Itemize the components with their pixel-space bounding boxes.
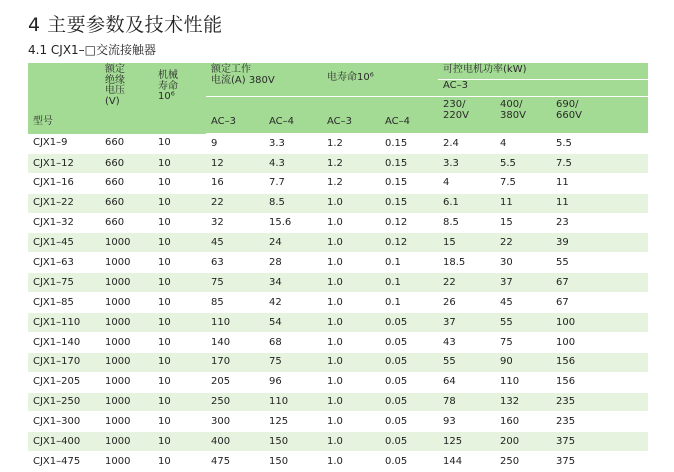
table-row: [28, 233, 648, 253]
cell-mechanical-life: 10: [153, 134, 206, 154]
cell-current-ac3: 32: [206, 213, 264, 233]
cell-insulation-voltage: 1000: [100, 293, 153, 313]
cell-mechanical-life: 10: [153, 412, 206, 432]
cell-life-ac3: 1.0: [322, 193, 380, 213]
cell-current-ac3: 110: [206, 313, 264, 333]
cell-power-230v: 6.1: [438, 193, 495, 213]
cell-life-ac4: 0.15: [380, 193, 438, 213]
cell-life-ac3: 1.0: [322, 432, 380, 452]
cell-power-230v: 8.5: [438, 213, 495, 233]
header-life-ac4: AC–4: [380, 97, 438, 134]
cell-current-ac3: 12: [206, 153, 264, 173]
cell-current-ac3: 85: [206, 293, 264, 313]
cell-power-690v: 375: [551, 452, 648, 472]
cell-power-400v: 30: [495, 253, 551, 273]
cell-model: CJX1–250: [28, 392, 100, 412]
cell-power-690v: 156: [551, 352, 648, 372]
cell-mechanical-life: 10: [153, 352, 206, 372]
cell-power-690v: 100: [551, 332, 648, 352]
cell-model: CJX1–32: [28, 213, 100, 233]
cell-mechanical-life: 10: [153, 432, 206, 452]
cell-life-ac4: 0.05: [380, 412, 438, 432]
table-row: [28, 153, 648, 173]
header-motor-power: 可控电机功率(kW): [438, 63, 648, 80]
cell-current-ac3: 205: [206, 372, 264, 392]
header-power-400v: 400/ 380V: [495, 97, 551, 134]
cell-life-ac3: 1.0: [322, 313, 380, 333]
cell-mechanical-life: 10: [153, 392, 206, 412]
cell-model: CJX1–400: [28, 432, 100, 452]
cell-life-ac3: 1.0: [322, 452, 380, 472]
cell-power-400v: 11: [495, 193, 551, 213]
cell-life-ac3: 1.0: [322, 412, 380, 432]
table-row: [28, 173, 648, 193]
cell-insulation-voltage: 1000: [100, 233, 153, 253]
cell-power-690v: 67: [551, 273, 648, 293]
table-header: [28, 63, 648, 134]
cell-power-400v: 250: [495, 452, 551, 472]
header-rated-current: 额定工作 电流(A) 380V: [206, 63, 322, 97]
cell-power-690v: 156: [551, 372, 648, 392]
cell-insulation-voltage: 660: [100, 153, 153, 173]
header-mechanical-life: 机械 寿命 10⁶: [153, 63, 206, 134]
cell-power-690v: 11: [551, 193, 648, 213]
header-power-690v: 690/ 660V: [551, 97, 648, 134]
cell-model: CJX1–85: [28, 293, 100, 313]
cell-power-230v: 93: [438, 412, 495, 432]
table-row: [28, 213, 648, 233]
spec-table: [28, 63, 648, 472]
cell-life-ac4: 0.05: [380, 372, 438, 392]
cell-current-ac4: 75: [264, 352, 322, 372]
cell-current-ac4: 42: [264, 293, 322, 313]
header-life-ac3: AC–3: [322, 97, 380, 134]
cell-life-ac3: 1.0: [322, 352, 380, 372]
cell-current-ac3: 63: [206, 253, 264, 273]
header-power-230v: 230/ 220V: [438, 97, 495, 134]
cell-power-400v: 160: [495, 412, 551, 432]
cell-power-400v: 110: [495, 372, 551, 392]
cell-current-ac4: 150: [264, 452, 322, 472]
cell-current-ac4: 150: [264, 432, 322, 452]
header-power-ac3: AC–3: [438, 80, 648, 97]
cell-model: CJX1–75: [28, 273, 100, 293]
cell-power-690v: 23: [551, 213, 648, 233]
cell-model: CJX1–475: [28, 452, 100, 472]
cell-life-ac3: 1.0: [322, 372, 380, 392]
cell-model: CJX1–45: [28, 233, 100, 253]
cell-insulation-voltage: 1000: [100, 392, 153, 412]
cell-power-230v: 26: [438, 293, 495, 313]
cell-power-230v: 125: [438, 432, 495, 452]
table-row: [28, 134, 648, 154]
cell-current-ac4: 96: [264, 372, 322, 392]
cell-current-ac3: 400: [206, 432, 264, 452]
cell-power-230v: 4: [438, 173, 495, 193]
cell-mechanical-life: 10: [153, 233, 206, 253]
header-model: 型号: [28, 63, 100, 134]
cell-current-ac3: 140: [206, 332, 264, 352]
cell-power-230v: 55: [438, 352, 495, 372]
cell-insulation-voltage: 1000: [100, 432, 153, 452]
table-row: [28, 352, 648, 372]
table-row: [28, 313, 648, 333]
cell-model: CJX1–110: [28, 313, 100, 333]
cell-model: CJX1–300: [28, 412, 100, 432]
table-row: [28, 392, 648, 412]
cell-current-ac4: 54: [264, 313, 322, 333]
header-electric-life: 电寿命10⁶: [322, 63, 438, 97]
cell-power-400v: 200: [495, 432, 551, 452]
cell-model: CJX1–140: [28, 332, 100, 352]
cell-mechanical-life: 10: [153, 332, 206, 352]
cell-life-ac4: 0.15: [380, 173, 438, 193]
cell-insulation-voltage: 1000: [100, 313, 153, 333]
cell-current-ac4: 8.5: [264, 193, 322, 213]
cell-insulation-voltage: 1000: [100, 332, 153, 352]
cell-current-ac3: 9: [206, 134, 264, 154]
cell-mechanical-life: 10: [153, 173, 206, 193]
cell-power-400v: 55: [495, 313, 551, 333]
cell-mechanical-life: 10: [153, 253, 206, 273]
cell-life-ac4: 0.1: [380, 253, 438, 273]
cell-current-ac3: 170: [206, 352, 264, 372]
table-row: [28, 193, 648, 213]
cell-life-ac4: 0.12: [380, 233, 438, 253]
cell-power-400v: 15: [495, 213, 551, 233]
cell-power-230v: 15: [438, 233, 495, 253]
cell-insulation-voltage: 1000: [100, 273, 153, 293]
cell-mechanical-life: 10: [153, 273, 206, 293]
cell-life-ac4: 0.1: [380, 293, 438, 313]
subsection-heading: 4.1 CJX1–□交流接触器: [28, 43, 157, 57]
cell-current-ac3: 16: [206, 173, 264, 193]
cell-current-ac4: 7.7: [264, 173, 322, 193]
cell-mechanical-life: 10: [153, 193, 206, 213]
cell-power-230v: 37: [438, 313, 495, 333]
cell-power-230v: 3.3: [438, 153, 495, 173]
cell-insulation-voltage: 1000: [100, 253, 153, 273]
cell-current-ac4: 4.3: [264, 153, 322, 173]
cell-model: CJX1–12: [28, 153, 100, 173]
cell-current-ac4: 15.6: [264, 213, 322, 233]
cell-power-230v: 64: [438, 372, 495, 392]
cell-mechanical-life: 10: [153, 153, 206, 173]
cell-life-ac4: 0.15: [380, 134, 438, 154]
cell-power-690v: 235: [551, 412, 648, 432]
cell-life-ac3: 1.0: [322, 332, 380, 352]
cell-current-ac3: 22: [206, 193, 264, 213]
cell-model: CJX1–9: [28, 134, 100, 154]
cell-power-400v: 22: [495, 233, 551, 253]
cell-power-690v: 39: [551, 233, 648, 253]
cell-life-ac3: 1.0: [322, 253, 380, 273]
table-body: [28, 134, 648, 472]
cell-power-400v: 132: [495, 392, 551, 412]
cell-power-690v: 11: [551, 173, 648, 193]
cell-current-ac3: 250: [206, 392, 264, 412]
cell-model: CJX1–63: [28, 253, 100, 273]
cell-current-ac3: 45: [206, 233, 264, 253]
cell-power-400v: 45: [495, 293, 551, 313]
header-current-ac3: AC–3: [206, 97, 264, 134]
cell-power-400v: 4: [495, 134, 551, 154]
cell-power-400v: 37: [495, 273, 551, 293]
cell-insulation-voltage: 660: [100, 173, 153, 193]
cell-power-230v: 22: [438, 273, 495, 293]
cell-life-ac3: 1.2: [322, 134, 380, 154]
cell-life-ac3: 1.0: [322, 213, 380, 233]
table-row: [28, 332, 648, 352]
cell-current-ac4: 125: [264, 412, 322, 432]
cell-life-ac4: 0.12: [380, 213, 438, 233]
header-current-ac4: AC–4: [264, 97, 322, 134]
table-row: [28, 452, 648, 472]
cell-power-400v: 7.5: [495, 173, 551, 193]
cell-power-230v: 2.4: [438, 134, 495, 154]
cell-current-ac4: 28: [264, 253, 322, 273]
cell-current-ac3: 300: [206, 412, 264, 432]
cell-insulation-voltage: 1000: [100, 452, 153, 472]
cell-power-690v: 100: [551, 313, 648, 333]
cell-insulation-voltage: 660: [100, 134, 153, 154]
cell-life-ac4: 0.15: [380, 153, 438, 173]
cell-current-ac3: 75: [206, 273, 264, 293]
cell-mechanical-life: 10: [153, 313, 206, 333]
cell-power-230v: 43: [438, 332, 495, 352]
cell-power-690v: 235: [551, 392, 648, 412]
cell-life-ac3: 1.0: [322, 392, 380, 412]
cell-insulation-voltage: 660: [100, 213, 153, 233]
cell-current-ac4: 68: [264, 332, 322, 352]
cell-model: CJX1–170: [28, 352, 100, 372]
cell-life-ac4: 0.1: [380, 273, 438, 293]
header-insulation-voltage: 额定 绝缘 电压 (V): [100, 63, 153, 134]
cell-current-ac4: 34: [264, 273, 322, 293]
cell-model: CJX1–16: [28, 173, 100, 193]
cell-power-690v: 375: [551, 432, 648, 452]
table-row: [28, 412, 648, 432]
cell-insulation-voltage: 1000: [100, 372, 153, 392]
cell-model: CJX1–205: [28, 372, 100, 392]
cell-power-690v: 7.5: [551, 153, 648, 173]
cell-current-ac4: 110: [264, 392, 322, 412]
cell-mechanical-life: 10: [153, 452, 206, 472]
cell-life-ac3: 1.0: [322, 233, 380, 253]
cell-life-ac3: 1.2: [322, 173, 380, 193]
cell-power-400v: 75: [495, 332, 551, 352]
cell-power-400v: 5.5: [495, 153, 551, 173]
cell-life-ac4: 0.05: [380, 432, 438, 452]
cell-current-ac4: 3.3: [264, 134, 322, 154]
cell-life-ac4: 0.05: [380, 392, 438, 412]
cell-model: CJX1–22: [28, 193, 100, 213]
cell-power-230v: 78: [438, 392, 495, 412]
cell-power-690v: 5.5: [551, 134, 648, 154]
table-row: [28, 253, 648, 273]
cell-mechanical-life: 10: [153, 372, 206, 392]
cell-life-ac3: 1.0: [322, 273, 380, 293]
cell-life-ac4: 0.05: [380, 352, 438, 372]
table-row: [28, 432, 648, 452]
cell-power-690v: 67: [551, 293, 648, 313]
cell-current-ac3: 475: [206, 452, 264, 472]
table-row: [28, 372, 648, 392]
cell-life-ac3: 1.0: [322, 293, 380, 313]
cell-insulation-voltage: 1000: [100, 352, 153, 372]
cell-life-ac4: 0.05: [380, 452, 438, 472]
cell-mechanical-life: 10: [153, 293, 206, 313]
cell-power-230v: 144: [438, 452, 495, 472]
table-row: [28, 293, 648, 313]
cell-power-400v: 90: [495, 352, 551, 372]
table-row: [28, 273, 648, 293]
cell-insulation-voltage: 660: [100, 193, 153, 213]
cell-mechanical-life: 10: [153, 213, 206, 233]
cell-life-ac4: 0.05: [380, 332, 438, 352]
cell-life-ac3: 1.2: [322, 153, 380, 173]
cell-power-230v: 18.5: [438, 253, 495, 273]
cell-power-690v: 55: [551, 253, 648, 273]
cell-insulation-voltage: 1000: [100, 412, 153, 432]
cell-life-ac4: 0.05: [380, 313, 438, 333]
cell-current-ac4: 24: [264, 233, 322, 253]
section-heading: 4 主要参数及技术性能: [28, 14, 223, 36]
